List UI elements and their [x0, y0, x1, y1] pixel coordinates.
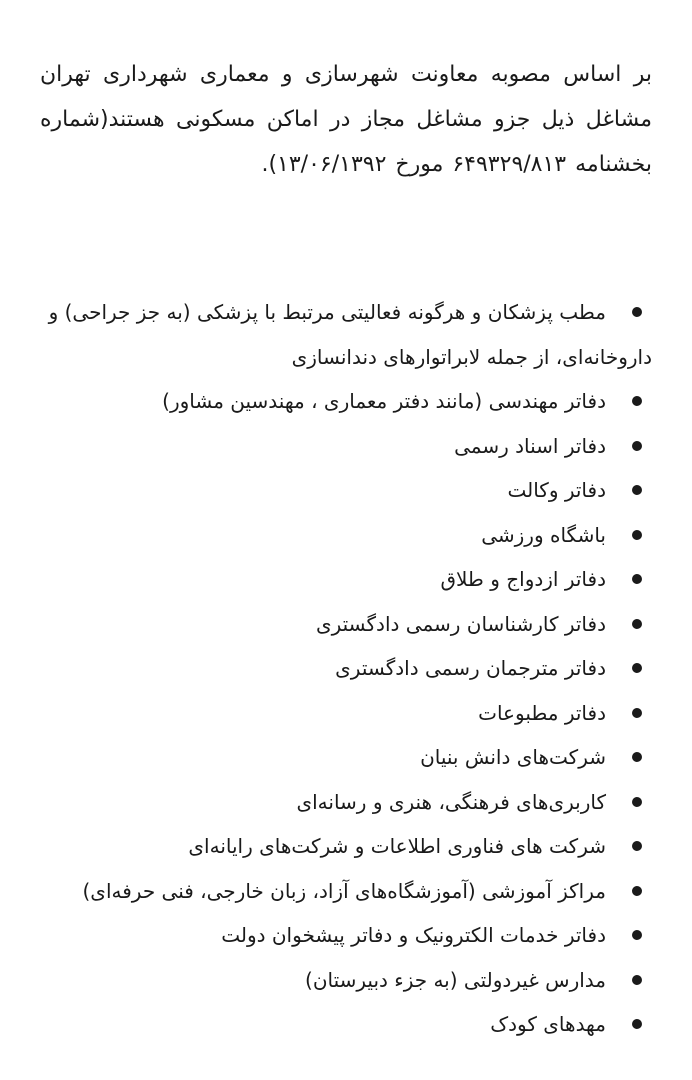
- bullet-icon: [632, 841, 642, 851]
- permitted-jobs-list: [36, 290, 652, 1047]
- list-item: [36, 513, 652, 558]
- bullet-icon: [632, 930, 642, 940]
- list-item-text: دفاتر ازدواج و طلاق: [440, 567, 606, 591]
- list-item-text: دفاتر مطبوعات: [478, 700, 606, 725]
- bullet-icon: [632, 708, 642, 718]
- bullet-icon: [632, 1019, 642, 1029]
- list-item-text: شرکت های فناوری اطلاعات و شرکت‌های رایانه‌ای: [188, 834, 606, 858]
- list-item: [36, 290, 652, 379]
- list-item: [36, 424, 652, 469]
- list-item: [36, 913, 652, 958]
- list-item: [36, 602, 652, 647]
- bullet-icon: [632, 886, 642, 896]
- list-item-text: باشگاه ورزشی: [481, 522, 606, 547]
- list-item: [36, 691, 652, 736]
- bullet-icon: [632, 485, 642, 495]
- list-item-text: مدارس غیردولتی (به جزء دبیرستان): [305, 967, 606, 992]
- bullet-icon: [632, 441, 642, 451]
- list-item-text: دفاتر مهندسی (مانند دفتر معماری ، مهندسین مشاور): [162, 389, 606, 413]
- list-item: [36, 468, 652, 513]
- list-item-text: مهدهای کودک: [490, 1012, 606, 1036]
- list-item: [36, 869, 652, 914]
- list-item: [36, 646, 652, 691]
- list-item: [36, 780, 652, 825]
- list-item-text: کاربری‌های فرهنگی، هنری و رسانه‌ای: [296, 789, 606, 814]
- list-item: [36, 379, 652, 424]
- list-item-text: دفاتر اسناد رسمی: [454, 433, 606, 458]
- list-item: [36, 1002, 652, 1047]
- bullet-icon: [632, 530, 642, 540]
- list-item: [36, 824, 652, 869]
- bullet-icon: [632, 975, 642, 985]
- list-item-text: مطب پزشکان و هرگونه فعالیتی مرتبط با پزشکی (به جز جراحی) و داروخانه‌ای، از جمله لابراتوارهای دندانسازی: [48, 300, 652, 369]
- list-item-text: دفاتر کارشناسان رسمی دادگستری: [315, 611, 606, 636]
- bullet-icon: [632, 307, 642, 317]
- bullet-icon: [632, 797, 642, 807]
- list-item: [36, 958, 652, 1003]
- list-item: [36, 557, 652, 602]
- bullet-icon: [632, 619, 642, 629]
- bullet-icon: [632, 574, 642, 584]
- list-item-text: دفاتر مترجمان رسمی دادگستری: [335, 656, 606, 680]
- bullet-icon: [632, 396, 642, 406]
- intro-paragraph: بر اساس مصوبه معاونت شهرسازی و معماری شهرداری تهران مشاغل ذیل جزو مشاغل مجاز در اماکن مسکونی هستند(شماره بخشنامه ۶۴۹۳۲۹/۸۱۳ مورخ ۱۳/۰۶/۱۳۹۲).: [40, 62, 652, 177]
- list-item: [36, 735, 652, 780]
- bullet-icon: [632, 663, 642, 673]
- list-item-text: دفاتر وکالت: [507, 478, 606, 502]
- list-item-text: دفاتر خدمات الکترونیک و دفاتر پیشخوان دولت: [221, 923, 606, 947]
- bullet-icon: [632, 752, 642, 762]
- list-item-text: شرکت‌های دانش بنیان: [420, 745, 606, 769]
- list-item-text: مراکز آموزشی (آموزشگاه‌های آزاد، زبان خارجی، فنی حرفه‌ای): [82, 878, 606, 903]
